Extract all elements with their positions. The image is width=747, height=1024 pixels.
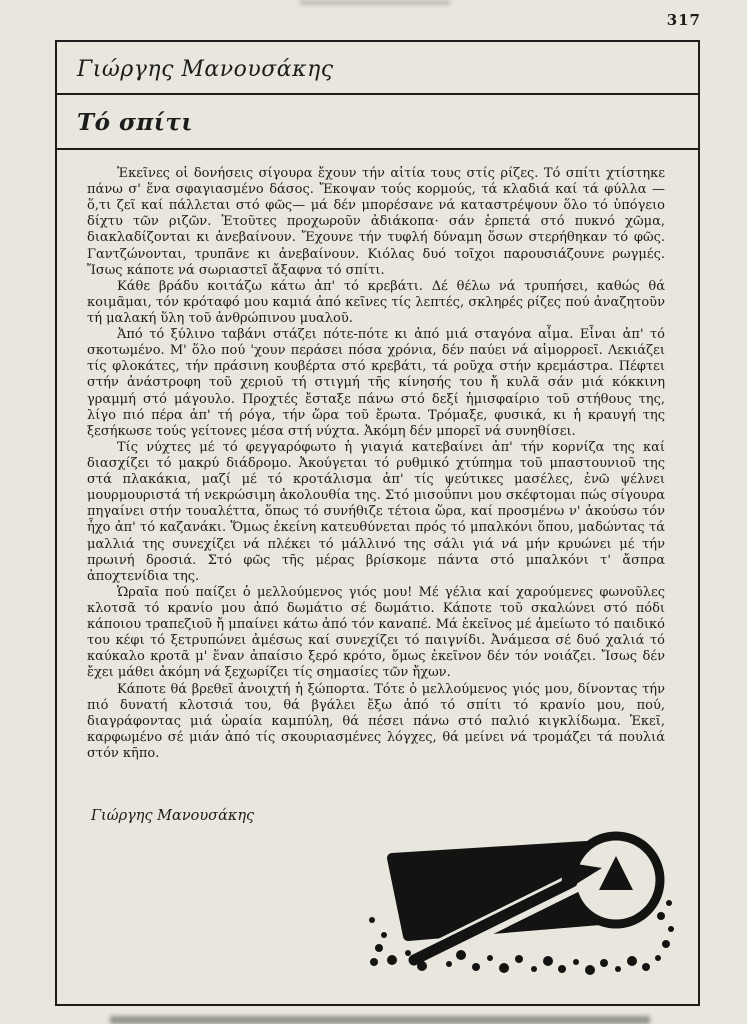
page-title: Τό σπίτι <box>57 95 698 150</box>
scan-smudge-top <box>300 0 450 5</box>
author-header: Γιώργης Μανουσάκης <box>57 42 698 95</box>
paragraph: Ἐκεῖνες οἱ δονήσεις σίγουρα ἔχουν τήν αἰτία τους στίς ρίζες. Τό σπίτι χτίστηκε πάνω σ' ἕνα σφαγιασμένο δάσος. Ἔκοψαν τούς κορμούς, τά κλαδιά καί τά φύλλα —ὅ,τι ζεῖ καί πάλλεται στό φῶς— μά δέν μπορέσανε νά καταστρέψουν ὅλο τό ὑπόγειο δίχτυ τῶν ριζῶν. Ἐτοῦτες προχωροῦν ἀδιάκοπα· σάν ἑρπετά στό πυκνό χῶμα, διακλαδίζονται κι ἀνεβαίνουν. Ἔχουνε τήν τυφλή δύναμη ὅσων στερήθηκαν τό φῶς. Γαντζώνονται, τρυπᾶνε κι ἀνεβαίνουν. Κιόλας δυό τοῖχοι παρουσιάζουνε ρωγμές. Ἴσως κάποτε νά σωριαστεῖ ἄξαφνα τό σπίτι. <box>87 166 665 278</box>
author-signature: Γιώργης Μανουσάκης <box>91 808 255 825</box>
content-frame <box>55 40 700 1006</box>
abstract-ink-illustration <box>364 820 684 978</box>
page-number: 317 <box>666 11 701 29</box>
paragraph: Κάποτε θά βρεθεῖ ἀνοιχτή ἡ ξώπορτα. Τότε ὁ μελλούμενος γιός μου, δίνοντας τήν πιό δυνατή κλοτσιά του, θά βγάλει ἔξω ἀπό τό σπίτι τό κρανίο μου, πού, διαγράφοντας μιά ὡραία καμπύλη, θά πέσει πάνω στό παλιό κιγκλίδωμα. Ἐκεῖ, καρφωμένο σέ μιάν ἀπό τίς σκουριασμένες λόγχες, θά μείνει νά τρομάζει τά πουλιά στόν κῆπο. <box>87 681 665 761</box>
paragraph: Ὡραῖα πού παίζει ὁ μελλούμενος γιός μου! Μέ γέλια καί χαρούμενες φωνοῦλες κλοτσᾶ τό κρανίο μου ἀπό δωμάτιο σέ δωμάτιο. Κάποτε τοῦ σκαλώνει στό πόδι κάποιου τραπεζιοῦ ἤ μπαίνει κάτω ἀπό τόν καναπέ. Μά ἐκεῖνος μέ ἀμείωτο τό παιδικό του κέφι τό ξετρυπώνει ἀμέσως καί συνεχίζει τό παιγνίδι. Ἀνάμεσα σέ δυό χαλιά τό καύκαλο κροτᾶ μ' ἕναν ἀπαίσιο ξερό κρότο, ὅμως ἐκεῖνον δέν τόν νοιάζει. Ἴσως δέν ἔχει μάθει ἀκόμη νά ξεχωρίζει τίς σημασίες τῶν ἤχων. <box>87 584 665 681</box>
scan-smudge-bottom <box>110 1016 650 1024</box>
paragraph: Κάθε βράδυ κοιτάζω κάτω ἀπ' τό κρεβάτι. Δέ θέλω νά τρυπήσει, καθώς θά κοιμᾶμαι, τόν κρόταφό μου καμιά ἀπό κεῖνες τίς λεπτές, σκληρές ρίζες πού ἀναζητοῦν τή μαλακή ὕλη τοῦ ἀνθρώπινου μυαλοῦ. <box>87 278 665 326</box>
article-body <box>57 150 698 762</box>
paragraph: Τίς νύχτες μέ τό φεγγαρόφωτο ἡ γιαγιά κατεβαίνει ἀπ' τήν κορνίζα της καί διασχίζει τό μακρύ διάδρομο. Ἀκούγεται τό ρυθμικό χτύπημα τοῦ μπαστουνιοῦ της στά πλακάκια, μαζί μέ τό κροτάλισμα ἀπ' τίς ψεύτικες μασέλες, ἐνῶ ψέλνει μουρμουριστά τή νεκρώσιμη ἀκολουθία της. Στό μισοΰπνι μου σκέφτομαι πώς σίγουρα πηγαίνει στήν τουαλέττα, ὅπως τό συνήθιζε τέτοια ὥρα, καί προσμένω ν' ἀκούσω τόν ἦχο ἀπ' τό καζανάκι. Ὅμως ἐκείνη κατευθύνεται πρός τό μπαλκόνι ὅπου, μαδώντας τά μαλλιά της συνεχίζει νά πλέκει τό μάλλινό της σάλι γιά νά μήν κρυώνει μέ τήν πρωινή δροσιά. Στό φῶς τῆς μέρας βρίσκομε πάντα στό μπαλκόνι τ' ἄσπρα ἀποχτενίδια της. <box>87 439 665 584</box>
paragraph: Ἀπό τό ξύλινο ταβάνι στάζει πότε-πότε κι ἀπό μιά σταγόνα αἷμα. Εἶναι ἀπ' τό σκοτωμένο. Μ' ὅλο πού 'χουν περάσει πόσα χρόνια, δέν παύει νά αἱμορροεῖ. Λεκιάζει τίς φλοκάτες, τήν πράσινη κουβέρτα στό κρεβάτι, τά ροῦχα στήν κρεμάστρα. Πέφτει στήν ἀνάστροφη τοῦ χεριοῦ τή στιγμή τῆς κίνησής του ἤ κυλᾶ σάν μιά κόκκινη γραμμή στό μάγουλο. Προχτές ἔσταξε πάνω στό δεξί ἡμισφαίριο τοῦ στήθους της, λίγο πιό πέρα ἀπ' τή ρόγα, τήν ὥρα τοῦ ἔρωτα. Τρόμαξε, φυσικά, κι ἡ κραυγή της ξεσήκωσε τούς γείτονες μέσα στή νύχτα. Ἀκόμη δέν μπορεῖ νά συνηθίσει. <box>87 327 665 439</box>
